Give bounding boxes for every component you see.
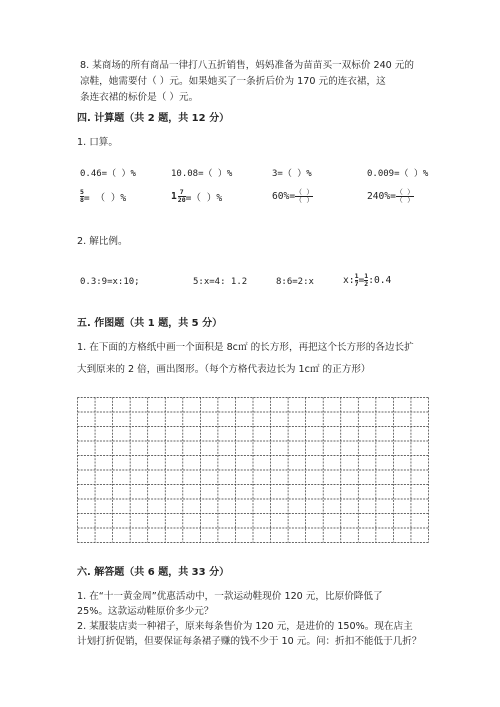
oral-item-8 xyxy=(367,189,414,204)
oral-item-6-rest: =（ ）% xyxy=(185,192,223,204)
oral-item-5 xyxy=(80,189,126,204)
proportion-3: 8:6=2:x xyxy=(276,277,314,287)
section-4-q2-label: 2. 解比例。 xyxy=(77,236,128,247)
proportion-4 xyxy=(343,273,391,288)
proportion-1: 0.3:9=x:10; xyxy=(80,277,140,287)
oral-item-2: 10.08=（ ）% xyxy=(171,169,233,179)
q8-line-3: 条连衣裙的标价是（ ）元。 xyxy=(80,92,199,103)
section-4-q1-label: 1. 口算。 xyxy=(77,137,118,148)
fraction-denominator: 2 xyxy=(364,280,369,288)
fraction-numerator: （ ） xyxy=(295,188,314,196)
mixed-whole: 1 xyxy=(171,191,177,202)
fraction-denominator: （ ） xyxy=(295,196,314,204)
oral-item-1: 0.46=（ ）% xyxy=(80,169,136,179)
oral-item-7-left: 60%= xyxy=(272,191,296,202)
fraction-5-8 xyxy=(80,189,84,204)
fraction-7-20 xyxy=(178,189,186,204)
fraction-denominator: 7 xyxy=(354,280,359,288)
section-4-title: 四. 计算题（共 2 题，共 12 分） xyxy=(77,113,230,124)
fraction-numerator: 5 xyxy=(80,188,84,196)
proportion-4-x: x: xyxy=(343,275,355,286)
section-6-q1-line-1: 1. 在“十一黄金周”优惠活动中，一款运动鞋现价 120 元，比原价降低了 xyxy=(77,591,383,602)
section-6-q1-line-2: 25%。这款运动鞋原价多少元？ xyxy=(77,606,214,617)
blank-fraction xyxy=(396,189,414,204)
fraction-1-2 xyxy=(364,273,368,288)
fraction-denominator: 8 xyxy=(80,196,84,204)
proportion-4-equals: = xyxy=(358,275,365,286)
proportion-4-tail: :0.4 xyxy=(368,275,392,286)
fraction-numerator: 1 xyxy=(364,272,369,280)
section-5-line-1: 1. 在下面的方格纸中画一个面积是 8c㎡ 的长方形，再把这个长方形的各边长扩 xyxy=(77,342,414,353)
section-6-q2-line-2: 计划打折促销，但要保证每条裙子赚的钱不少于 10 元。问：折扣不能低于几折？ xyxy=(77,636,422,647)
fraction-numerator: 1 xyxy=(354,272,359,280)
section-6-q2-line-1: 2. 某服装店卖一种裙子，原来每条售价为 120 元，是进价的 150%。现在店主 xyxy=(77,621,413,632)
fraction-numerator: 7 xyxy=(179,188,184,196)
square-grid-paper[interactable] xyxy=(77,397,429,543)
fraction-numerator: （ ） xyxy=(395,188,415,196)
oral-item-8-left: 240%= xyxy=(367,191,396,202)
blank-fraction xyxy=(295,189,313,204)
proportion-2: 5:x=4: 1.2 xyxy=(193,277,248,287)
fraction-1-7 xyxy=(355,273,359,288)
section-6-title: 六. 解答题（共 6 题，共 33 分） xyxy=(77,567,230,578)
q8-line-1: 8. 某商场的所有商品一律打八五折销售，妈妈准备为苗苗买一双标价 240 元的 xyxy=(80,60,415,71)
section-5-line-2: 大到原来的 2 倍，画出图形。（每个方格代表边长为 1c㎡ 的正方形） xyxy=(77,364,371,375)
q8-line-2: 凉鞋，她需要付（ ）元。如果她买了一条折后价为 170 元的连衣裙，这 xyxy=(80,76,386,87)
oral-item-3: 3=（ ）% xyxy=(272,169,312,179)
section-5-title: 五. 作图题（共 1 题，共 5 分） xyxy=(77,318,223,329)
oral-item-5-rest: = （ ）% xyxy=(83,192,127,204)
oral-item-6 xyxy=(171,189,222,204)
oral-item-4: 0.009=（ ）% xyxy=(367,169,429,179)
fraction-denominator: （ ） xyxy=(395,196,415,204)
oral-item-7 xyxy=(272,189,313,204)
fraction-denominator: 20 xyxy=(177,196,186,204)
